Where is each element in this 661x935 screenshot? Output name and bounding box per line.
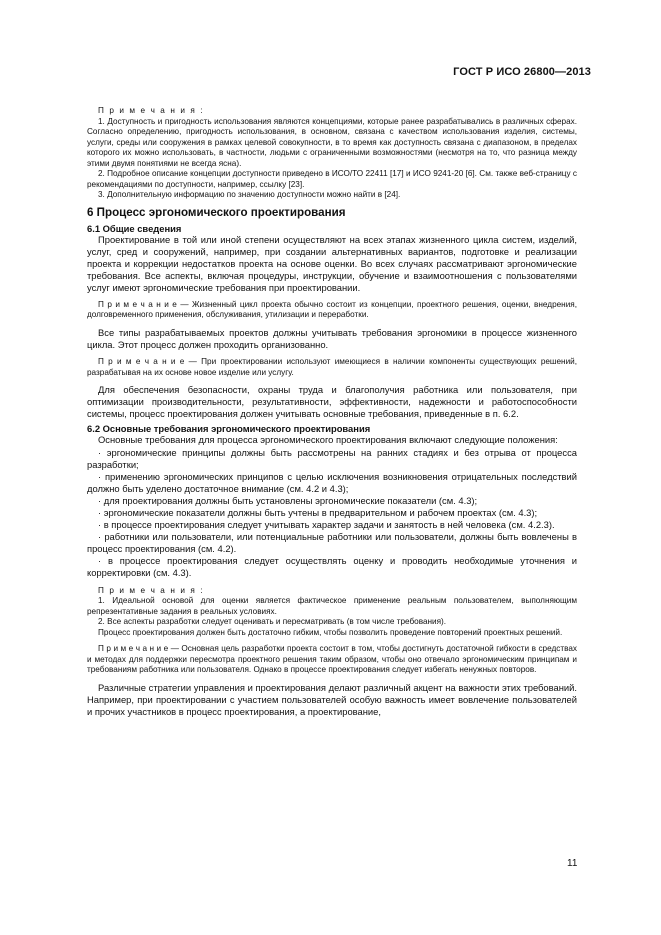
body-paragraph: Проектирование в той или иной степени осуществляют на всех этапах жизненного цикла систем, изделий, услуг, сред и сооружений, например, при создании альтернативных вариантов, подготовке и реализации проекта и коррекции недостатков проекта на основе оценки. Во всех случаях рассматривают эргономические требования. Все аспекты, включая процедуры, инструкции, обучение и взаимоотношения с пользователями услуг имеют эргономические требования при проектировании.: [87, 233, 577, 293]
body-paragraph: Различные стратегии управления и проектирования делают различный акцент на важности этих требований. Например, при проектировании с участием пользователей особую важность имеет вовлечение пользователей и прочих участников в процесс проектирования, а проектирование,: [87, 681, 577, 717]
note-text: 2. Все аспекты разработки следует оценивать и пересматривать (в том числе требования).: [98, 617, 447, 627]
note-text: П р и м е ч а н и е — Основная цель разработки проекта состоит в том, чтобы достигнуть достаточной гибкости в средствах и методах для поддержки пересмотра проектного решения таким образом, чтобы оно отвечало эргономическим принципам и требованиям работника или пользователя. Однако в процессе проектирования следует избегать ненужных повторов.: [87, 644, 577, 675]
note-text: 2. Подробное описание концепции доступности приведено в ИСО/ТО 22411 [17] и ИСО 9241-20 [6]. См. также веб-страницу с рекомендациями по доступности, например, ссылку [23].: [87, 169, 577, 189]
list-item: · применению эргономических принципов с целью исключения возникновения отрицательных последствий должно быть уделено достаточное внимание (см. 4.2 и 4.3);: [87, 470, 577, 494]
note-text: П р и м е ч а н и е — Жизненный цикл проекта обычно состоит из концепции, проектного решения, оценки, внедрения, долговременного применения, обслуживания, утилизации и переработки.: [87, 299, 577, 320]
section-heading: 6 Процесс эргономического проектирования: [87, 205, 346, 219]
body-paragraph: Для обеспечения безопасности, охраны труда и благополучия работника или пользователя, при оптимизации производительности, результативности, эффективности, надежности и работоспособности системы, процесс проектирования должен учитывать основные требования, приведенные в п. 6.2.: [87, 384, 577, 420]
note-text: 1. Идеальной основой для оценки является фактическое применение реальным пользователем, выполняющим репрезентативные задания в реальных условиях.: [87, 596, 577, 616]
list-item: · в процессе проектирования следует осуществлять оценку и проводить необходимые уточнения и корректировки (см. 4.3).: [87, 555, 577, 579]
notes-label: П р и м е ч а н и я :: [98, 106, 205, 115]
notes-label: П р и м е ч а н и я :: [98, 585, 205, 595]
subsection-heading: 6.1 Общие сведения: [87, 222, 182, 234]
body-paragraph: Все типы разрабатываемых проектов должны учитывать требования эргономики в процессе жизненного цикла. Этот процесс должен проходить организованно.: [87, 326, 577, 351]
body-paragraph: Основные требования для процесса эргономического проектирования включают следующие положения:: [98, 434, 558, 446]
note-text: Процесс проектирования должен быть достаточно гибким, чтобы позволить проведение повторений проектных решений.: [98, 627, 563, 637]
list-item: · в процессе проектирования следует учитывать характер задачи и занятость в ней человека (см. 4.2.3).: [98, 519, 555, 531]
subsection-heading: 6.2 Основные требования эргономического проектирования: [87, 423, 371, 435]
list-item: · для проектирования должны быть установлены эргономические показатели (см. 4.3);: [98, 494, 478, 506]
list-item: · эргономические показатели должны быть учтены в предварительном и рабочем проектах (см. 4.3);: [98, 507, 538, 518]
list-item: · работники или пользователи, или потенциальные работники или пользователи, должны быть вовлечены в процесс проектирования (см. 4.2).: [87, 531, 577, 555]
note-text: П р и м е ч а н и е — При проектировании используют имеющиеся в наличии компоненты существующих решений, разрабатывая на их основе новое изделие или услугу.: [87, 357, 577, 377]
page-content: [87, 106, 577, 718]
list-item: · эргономические принципы должны быть рассмотрены на ранних стадиях и без отрыва от процесса разработки;: [87, 446, 577, 470]
note-text: 3. Дополнительную информацию по значению доступности можно найти в [24].: [98, 190, 401, 199]
document-header: ГОСТ Р ИСО 26800—2013: [453, 66, 591, 78]
page-number: 11: [567, 858, 578, 869]
note-text: 1. Доступность и пригодность использования являются концепциями, которые ранее разрабатывались в различных сферах. Согласно определению, пригодность использования, в основном, связана с качеством использования изделия, системы, услуги, среды или сооружения в рамках целевой совокупности, в то время как доступность связана с диапазоном, в пределах которого их можно использовать, в частности, людьми с ограниченными возможностями (несмотря на то, что разница между этими двумя понятиями не всегда ясна).: [87, 116, 577, 168]
